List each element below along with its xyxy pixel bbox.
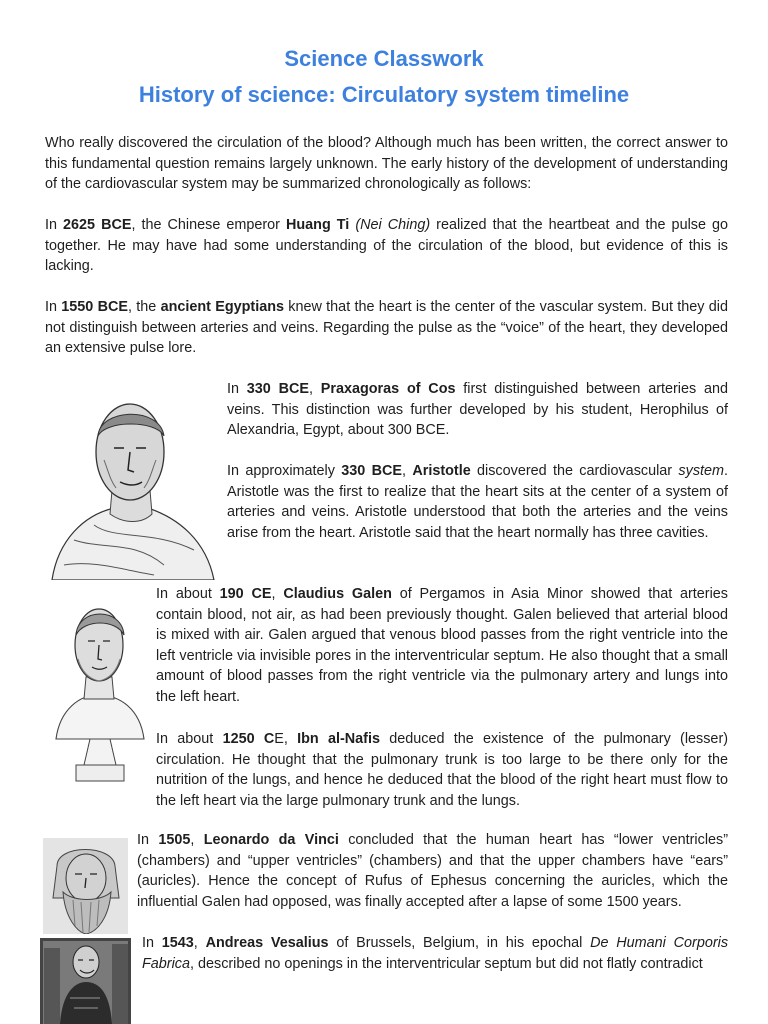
text-run: Ibn al-Nafis (297, 731, 380, 747)
text-run: 1543 (161, 935, 194, 951)
paragraph-praxagoras (227, 379, 728, 441)
text-run: , (308, 381, 321, 397)
text-run: 2625 BCE (63, 217, 132, 233)
text-run: De Humani Corporis Fabrica (142, 935, 729, 972)
text-run: 190 CE (219, 586, 272, 602)
text-run: . Aristotle was the first to realize that the heart sits at the center of a system of arteries and veins. Aristotle understood that both the arteries and the veins arise from the heart. Aristotle said that the heart normally has three cavities. (227, 463, 728, 541)
text-run: In about (156, 586, 220, 602)
text-run: realized that the heartbeat and the pulse go together. He may have had some understanding of the circulation of the blood, but evidence of this is lacking. (45, 217, 728, 275)
paragraph-aristotle (227, 461, 728, 543)
paragraph-ibn-al-nafis (156, 729, 728, 811)
intro-paragraph (45, 133, 728, 195)
text-run: 1505 (158, 832, 191, 848)
text-run: In (142, 935, 162, 951)
text-run: system (678, 463, 724, 479)
text-run: In (45, 299, 62, 315)
paragraph-huang-ti (45, 215, 728, 277)
paragraph-egyptians (45, 297, 728, 359)
text-run: discovered the cardiovascular (470, 463, 679, 479)
text-run: In (227, 381, 247, 397)
paragraph-vesalius (142, 933, 728, 974)
text-run: , the Chinese emperor (131, 217, 286, 233)
galen-bust (50, 597, 148, 785)
text-run: of Pergamos in Asia Minor showed that arteries contain blood, not air, as had been previously thought. Galen believed that arterial blood is mixed with air. Galen argued that venous blood passes from the right ventricle into the left ventricle via invisible pores in the interventricular septum. He also thought that a small amount of blood passes from the right ventricle via the pulmonary artery and lungs into the left heart. (156, 586, 728, 705)
text-run: , (190, 832, 204, 848)
text-run: 330 BCE (341, 463, 402, 479)
text-run: Leonardo da Vinci (203, 832, 339, 848)
text-run: 1250 C (222, 731, 275, 747)
text-run: of Brussels, Belgium, in his epochal (328, 935, 591, 951)
text-run: Who really discovered the circulation of the blood? Although much has been written, the correct answer to this fundamental question remains largely unknown. The early history of the development of understanding of the cardiovascular system may be summarized chronologically as follows: (45, 135, 728, 193)
paragraph-galen (156, 584, 728, 708)
text-run: first distinguished between arteries and veins. This distinction was further developed by his student, Herophilus of Alexandria, Egypt, about 300 BCE. (227, 381, 728, 439)
text-run: 330 BCE (246, 381, 309, 397)
text-run: Andreas Vesalius (205, 935, 329, 951)
text-run: E, (274, 731, 298, 747)
text-run: , (271, 586, 284, 602)
text-run: , described no openings in the interventricular septum but did not flatly contradict (190, 955, 703, 972)
text-run: deduced the existence of the pulmonary (lesser) circulation. He thought that the pulmonary trunk is too large to be there only for the nutrition of the lungs, and hence he deduced that the blood of the right heart must flow to the left heart via the large pulmonary trunk and the lungs. (156, 731, 729, 809)
text-run: (Nei Ching) (355, 217, 431, 233)
vesalius-portrait (40, 938, 131, 1024)
page-title: Science Classwork (284, 46, 484, 71)
text-run: Praxagoras of Cos (320, 381, 456, 397)
text-run: Huang Ti (285, 217, 350, 233)
text-run: In (137, 832, 159, 848)
text-run: Aristotle (412, 463, 471, 479)
leonardo-portrait (43, 838, 128, 934)
text-run: In about (156, 731, 223, 747)
text-run: , (193, 935, 206, 951)
text-run: Claudius Galen (283, 586, 392, 602)
text-run: concluded that the human heart has “lower ventricles” (chambers) and “upper ventricles” (chambers) and that the upper chambers have “ears” (auricles). Hence the concept of Rufus of Ephesus concerning the auricles, which the influential Galen had opposed, was finally accepted after a lapse of some 1500 years. (137, 832, 729, 910)
text-run: In approximately (227, 463, 342, 479)
paragraph-leonardo (137, 830, 728, 912)
aristotle-portrait (44, 390, 216, 580)
text-run: 1550 BCE (61, 299, 128, 315)
text-run: ancient Egyptians (160, 299, 285, 315)
text-run: In (45, 217, 64, 233)
text-run: , the (127, 299, 161, 315)
text-run: , (401, 463, 413, 479)
text-run: knew that the heart is the center of the vascular system. But they did not distinguish between arteries and veins. Regarding the pulse as the “voice” of the heart, they developed an extensive pulse lore. (45, 299, 728, 357)
page-subtitle: History of science: Circulatory system timeline (138, 82, 630, 107)
